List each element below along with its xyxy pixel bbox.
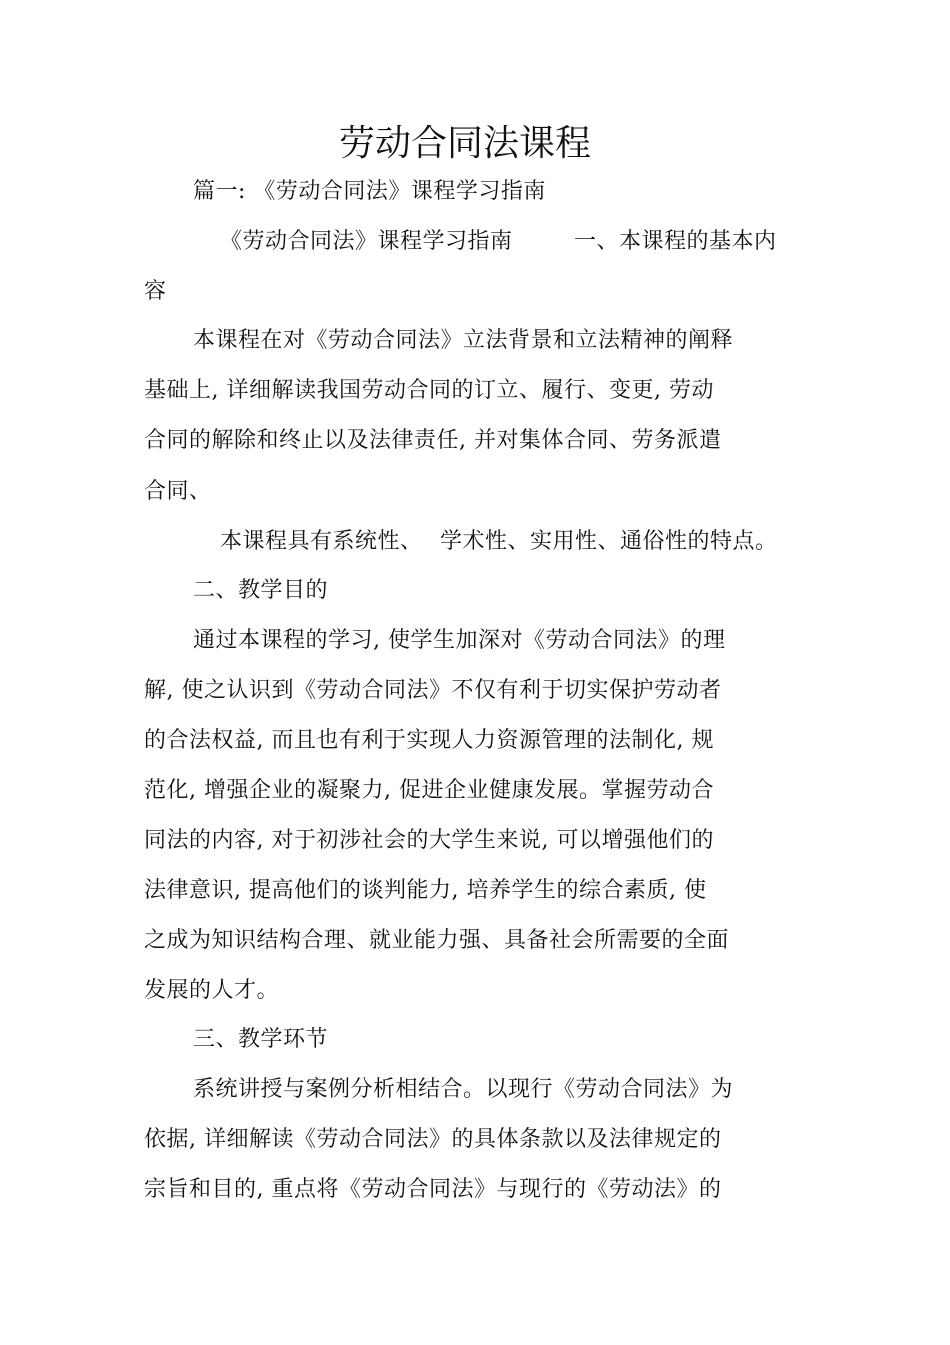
section-3-heading: 三、教学环节: [193, 1027, 329, 1052]
paragraph-line: 通过本课程的学习, 使学生加深对《劳动合同法》的理: [193, 628, 726, 653]
paragraph-line: 合同、: [144, 479, 212, 504]
paragraph-line: 合同的解除和终止以及法律责任, 并对集体合同、劳务派遣: [144, 428, 722, 453]
paragraph-line: 法律意识, 提高他们的谈判能力, 培养学生的综合素质, 使: [144, 878, 707, 903]
subtitle-line: 篇一: 《劳动合同法》课程学习指南: [193, 179, 546, 204]
paragraph-line: 本课程具有系统性、: [220, 529, 423, 554]
section-1-heading-cont: 容: [144, 279, 167, 304]
section-1-heading: 一、本课程的基本内: [574, 229, 777, 254]
paragraph-line: 解, 使之认识到《劳动合同法》不仅有利于切实保护劳动者: [144, 678, 722, 703]
paragraph-line: 发展的人才。: [144, 978, 280, 1003]
paragraph-line: 基础上, 详细解读我国劳动合同的订立、履行、变更, 劳动: [144, 378, 714, 403]
paragraph-line: 的合法权益, 而且也有利于实现人力资源管理的法制化, 规: [144, 728, 714, 753]
paragraph-line: 范化, 增强企业的凝聚力, 促进企业健康发展。掌握劳动合: [144, 778, 714, 803]
paragraph-line: 之成为知识结构合理、就业能力强、具备社会所需要的全面: [144, 928, 730, 953]
paragraph-line: 依据, 详细解读《劳动合同法》的具体条款以及法律规定的: [144, 1127, 722, 1152]
page-title: 劳动合同法课程: [338, 123, 591, 164]
paragraph-line: 同法的内容, 对于初涉社会的大学生来说, 可以增强他们的: [144, 828, 714, 853]
paragraph-line: 宗旨和目的, 重点将《劳动合同法》与现行的《劳动法》的: [144, 1177, 722, 1202]
paragraph-line: 系统讲授与案例分析相结合。以现行《劳动合同法》为: [193, 1077, 734, 1102]
guide-heading: 《劳动合同法》课程学习指南: [220, 229, 513, 254]
section-2-heading: 二、教学目的: [193, 578, 329, 603]
paragraph-line: 学术性、实用性、通俗性的特点。: [440, 529, 778, 554]
paragraph-line: 本课程在对《劳动合同法》立法背景和立法精神的阐释: [193, 328, 734, 353]
